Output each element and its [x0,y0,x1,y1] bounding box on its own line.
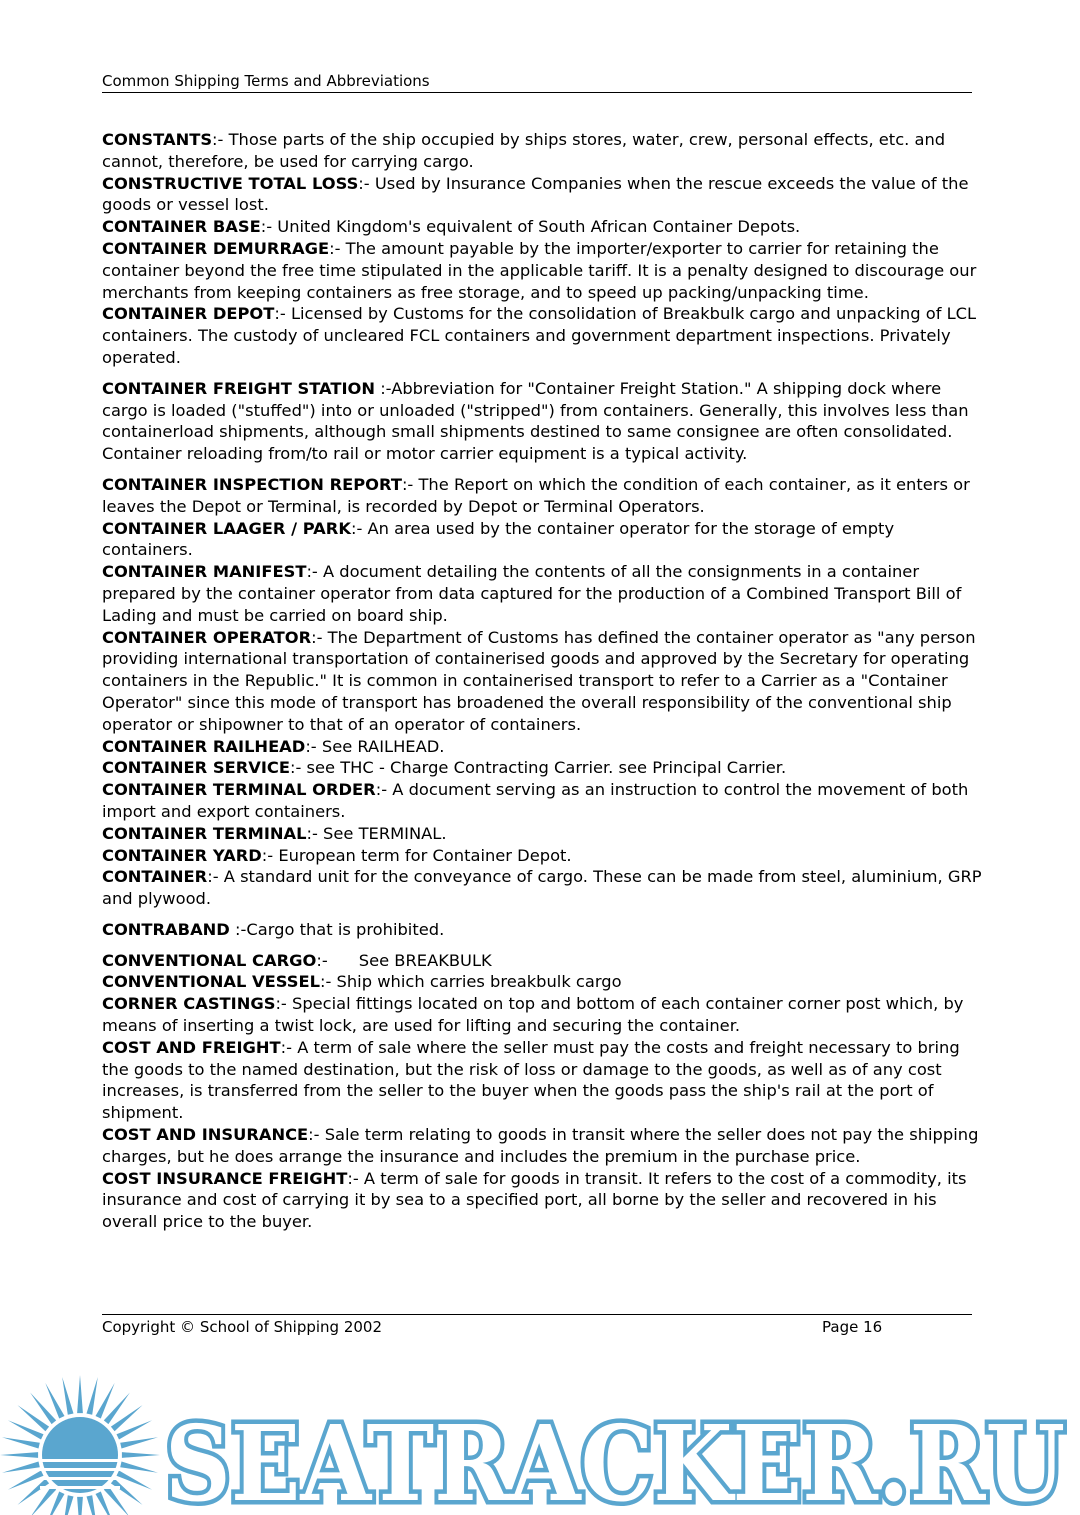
entry-separator: :- [280,1037,298,1057]
entry-term: CONTAINER LAAGER / PARK [102,518,351,538]
entry-definition: Special fittings located on top and bottom of each container corner post which, by means of inserting a twist lock, are used for lifting and securing the container. [102,994,964,1036]
glossary-entry [102,561,982,626]
sunburst-stripe [40,1468,120,1471]
entry-separator: :- [305,736,322,756]
entry-definition: Ship which carries breakbulk cargo [336,972,622,992]
entry-term: CONTAINER RAILHEAD [102,736,306,756]
footer-page-number: Page 16 [822,1318,883,1336]
entry-definition: A standard unit for the conveyance of cargo. These can be made from steel, aluminium, GRP and plywood. [102,867,982,909]
entry-definition: Those parts of the ship occupied by ships stores, water, crew, personal effects, etc. and cannot, therefore, be used for carrying cargo. [102,130,946,171]
entry-definition: An area used by the container operator for the storage of empty containers. [102,518,895,560]
entry-term: CONTAINER MANIFEST [102,562,307,582]
entry-separator: :- [260,217,278,237]
entry-definition: The amount payable by the importer/exporter to carrier for retaining the container beyond the free time stipulated in the applicable tariff. It is a penalty designed to discourage our merchants from keeping containers as free storage, and to speed up packing/unpacking time. [102,238,977,302]
sunburst-ray [0,1452,38,1458]
glossary-entry [102,736,982,758]
entry-definition: Sale term relating to goods in transit where the seller does not pay the shipping charges, but he does arrange the insurance and includes the premium in the purchase price. [102,1125,979,1166]
entry-separator: :- [375,378,392,398]
sunburst-ray [120,1462,158,1473]
entry-term: CONTAINER DEMURRAGE [102,238,330,258]
entry-definition: The Report on which the condition of each container, as it enters or leaves the Depot or Terminal, is recorded by Depot or Terminal Operators. [102,474,970,516]
watermark-logo [0,1355,1080,1515]
entry-definition: Used by Insurance Companies when the rescue exceeds the value of the goods or vessel lost. [102,173,969,215]
entry-definition: United Kingdom's equivalent of South African Container Depots. [277,217,801,237]
glossary-entry [102,971,982,993]
entry-term: CONTAINER [102,867,208,887]
glossary-entry [102,779,982,823]
glossary-entry [102,378,982,465]
entry-separator: :- [275,994,292,1014]
entry-separator: :- [329,238,346,258]
entry-definition: see THC - Charge Contracting Carrier. see Principal Carrier. [306,758,787,778]
glossary-entry [102,173,982,217]
entry-separator: :- [316,950,359,970]
entry-separator: :- [308,1125,325,1145]
entry-separator: :- [375,780,393,800]
sunburst-ray [122,1452,160,1458]
entry-separator: :- [358,173,375,193]
sunburst-ray [77,1375,83,1413]
sunburst-ray [77,1497,83,1515]
entry-term: COST AND FREIGHT [102,1037,281,1057]
entry-separator: :- [347,1168,364,1188]
entry-separator: :- [207,867,224,887]
sunburst-ray [62,1495,73,1515]
entry-term: COST AND INSURANCE [102,1125,309,1145]
glossary-entry [102,950,982,972]
sunburst-stripe [40,1486,120,1489]
glossary-entry [102,129,982,173]
entry-separator: :- [306,562,323,582]
glossary-entry [102,866,982,910]
sunburst-icon [0,1375,160,1515]
glossary-entry [102,1124,982,1168]
entry-separator: :- [401,474,419,494]
glossary-entry [102,238,982,303]
glossary-entry [102,1037,982,1124]
glossary-entry [102,823,982,845]
entry-separator: :- [229,919,247,939]
entry-term: COST INSURANCE FREIGHT [102,1168,348,1188]
glossary-entry [102,757,982,779]
sunburst-ray [62,1377,73,1415]
entry-separator: :- [212,130,229,149]
entry-term: CONTAINER INSPECTION REPORT [102,474,402,494]
entry-definition: A document serving as an instruction to control the movement of both import and export containers. [102,780,969,821]
entry-separator: :- [274,304,291,324]
entry-definition: A term of sale for goods in transit. It refers to the cost of a commodity, its insurance and cost of carrying it by sea to a specified port, all borne by the seller and recovered in his overall price to the buyer. [102,1168,967,1232]
entry-definition: See RAILHEAD. [321,736,445,756]
entry-term: CONSTRUCTIVE TOTAL LOSS [102,173,359,193]
entry-definition: Cargo that is prohibited. [246,919,445,939]
header-title: Common Shipping Terms and Abbreviations [102,72,430,90]
entry-term: CONTAINER FREIGHT STATION [102,378,376,398]
sunburst-ray [2,1462,40,1473]
entry-separator: :- [306,823,324,843]
entry-term: CONTAINER DEPOT [102,304,275,324]
entry-term: CONTAINER TERMINAL [102,823,307,843]
sunburst-ray [87,1495,98,1515]
entry-definition: Licensed by Customs for the consolidation of Breakbulk cargo and unpacking of LCL containers. The custody of uncleared FCL containers and government department inspections. Privately operated. [102,304,977,367]
entry-separator: :- [261,845,279,865]
entry-definition: Abbreviation for "Container Freight Station." A shipping dock where cargo is loaded ("stuffed") into or unloaded ("stripped") from containers. Generally, this involves less than containerload shipments, although small shipments destined to same consignee are often consolidated. Container reloading from/to rail or motor carrier equipment is a typical activity. [102,378,969,464]
entry-term: CONTAINER YARD [102,845,262,865]
entry-term: CONSTANTS [102,130,213,149]
glossary-entry [102,303,982,368]
sunburst-core [42,1417,118,1493]
entry-term: CONTAINER TERMINAL ORDER [102,780,376,800]
entry-definition: European term for Container Depot. [278,845,572,865]
entry-definition: See BREAKBULK [358,950,492,970]
footer-divider [102,1314,972,1315]
glossary-entry [102,474,982,518]
glossary-body [102,129,982,1233]
glossary-entry [102,919,982,941]
sunburst-ray [87,1377,98,1415]
sunburst-ray [120,1437,158,1448]
entry-term: CONVENTIONAL CARGO [102,950,317,970]
glossary-entry [102,518,982,562]
sunburst-stripe [40,1477,120,1480]
entry-definition: See TERMINAL. [323,823,447,843]
sunburst-stripe [40,1459,120,1462]
entry-separator: :- [311,627,328,647]
entry-term: CONTAINER OPERATOR [102,627,312,647]
entry-term: CONTRABAND [102,919,230,939]
entry-definition: A term of sale where the seller must pay the costs and freight necessary to bring the goods to the named destination, but the risk of loss or damage to the goods, as well as of any cost increases, is transferred from the seller to the buyer when the goods pass the ship's rail at the port of shipment. [102,1037,960,1123]
entry-term: CONTAINER SERVICE [102,758,290,778]
entry-term: CORNER CASTINGS [102,994,276,1014]
glossary-entry [102,845,982,867]
glossary-entry [102,216,982,238]
entry-separator: :- [319,972,337,992]
entry-separator: :- [350,518,368,538]
watermark-text: SEATRACKER.RU [165,1402,1065,1515]
entry-term: CONVENTIONAL VESSEL [102,972,320,992]
glossary-entry [102,1168,982,1233]
entry-definition: A document detailing the contents of all the consignments in a container prepared by the container operator from data captured for the production of a Combined Transport Bill of Lading and must be carried on board ship. [102,562,962,625]
entry-separator: :- [289,758,307,778]
footer-copyright: Copyright © School of Shipping 2002 [102,1318,382,1336]
glossary-entry [102,993,982,1037]
entry-definition: The Department of Customs has defined the container operator as "any person providing international transportation of containerised goods and approved by the Secretary for operating containers in the Republic." It is common in containerised transport to refer to a Carrier as a "Container Operator" since this mode of transport has broadened the overall responsibility of the conventional ship operator or shipowner to that of an operator of containers. [102,627,976,734]
page-header [102,72,972,93]
entry-term: CONTAINER BASE [102,217,261,237]
sunburst-ray [2,1437,40,1448]
glossary-entry [102,627,982,736]
